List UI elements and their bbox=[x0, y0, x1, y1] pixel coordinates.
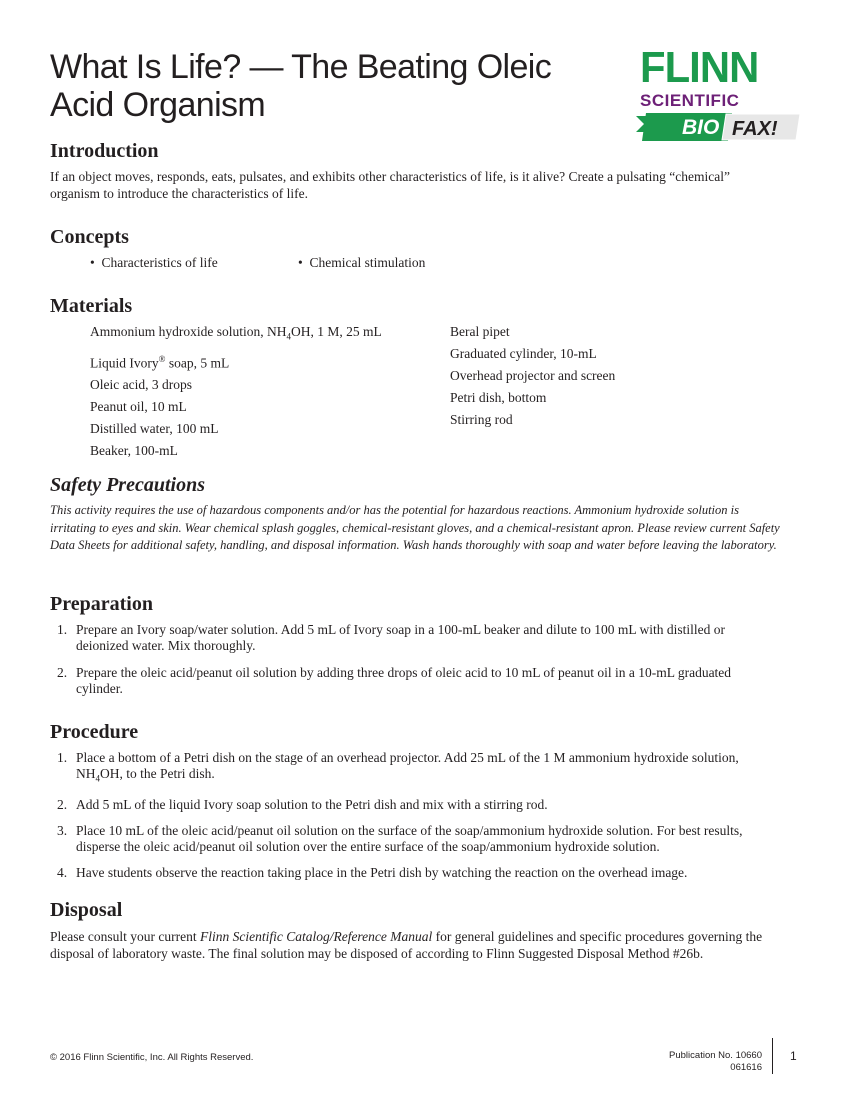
introduction-text: If an object moves, responds, eats, pulsates, and exhibits other characteristics of life, is it alive? Create a pulsating “chemical” organism to introduce the characteristics of life. bbox=[50, 169, 731, 201]
materials-right-list bbox=[450, 321, 750, 431]
concepts-heading: Concepts bbox=[50, 226, 129, 248]
safety-text: This activity requires the use of hazardous components and/or has the potential for hazardous reactions. Ammonium hydroxide solution is irritating to eyes and skin. Wear chemical splash goggles, chemical-resistant gloves, and a chemical-resistant apron. Please review current Safety Data Sheets for additional safety, handling, and disposal information. Wash hands thoroughly with soap and water before leaving the laboratory. bbox=[50, 503, 780, 552]
title-line-1: What Is Life? — The Beating Oleic bbox=[50, 48, 552, 86]
material-item: Oleic acid, 3 drops bbox=[90, 377, 192, 393]
material-item: Liquid Ivory® soap, 5 mL bbox=[90, 353, 230, 371]
logo-scientific-text: SCIENTIFIC bbox=[640, 91, 740, 110]
page-number: 1 bbox=[790, 1049, 797, 1063]
safety-heading: Safety Precautions bbox=[50, 474, 205, 496]
procedure-step: 4. Have students observe the reaction taking place in the Petri dish by watching the reaction on the overhead image. bbox=[57, 864, 688, 880]
material-item: Overhead projector and screen bbox=[450, 368, 616, 383]
publication-info bbox=[600, 1050, 762, 1074]
logo-bio-text: BIO bbox=[682, 116, 720, 139]
material-item: Peanut oil, 10 mL bbox=[90, 399, 187, 415]
procedure-heading: Procedure bbox=[50, 721, 139, 743]
preparation-list bbox=[50, 622, 780, 697]
preparation-step: 1. Prepare an Ivory soap/water solution. Add 5 mL of Ivory soap in a 100-mL beaker and dilute to 100 mL with distilled or deionized water. Mix thoroughly. bbox=[57, 622, 725, 653]
concept-item-text: Chemical stimulation bbox=[309, 255, 426, 270]
logo-fax-text: FAX! bbox=[732, 118, 778, 140]
copyright-notice: © 2016 Flinn Scientific, Inc. All Rights Reserved. bbox=[50, 1052, 254, 1063]
logo-flinn-text: FLINN bbox=[640, 43, 759, 92]
concept-item: • Chemical stimulation bbox=[298, 255, 426, 270]
introduction-heading: Introduction bbox=[50, 140, 159, 162]
title-line-2: Acid Organism bbox=[50, 86, 266, 124]
footer-divider bbox=[772, 1038, 773, 1074]
preparation-heading: Preparation bbox=[50, 593, 153, 615]
material-item: Beaker, 100-mL bbox=[90, 443, 178, 459]
flinn-bio-fax-logo bbox=[636, 43, 806, 150]
procedure-step: 2. Add 5 mL of the liquid Ivory soap solution to the Petri dish and mix with a stirring rod. bbox=[57, 796, 548, 812]
preparation-step: 2. Prepare the oleic acid/peanut oil solution by adding three drops of oleic acid to 10 mL of peanut oil in a 10-mL graduated cylinder. bbox=[57, 665, 732, 696]
publication-number: Publication No. 10660 bbox=[669, 1050, 762, 1061]
disposal-heading: Disposal bbox=[50, 899, 123, 921]
material-item: Stirring rod bbox=[450, 412, 513, 427]
concept-item-text: Characteristics of life bbox=[101, 255, 218, 270]
logo-banner-shape bbox=[636, 110, 806, 144]
material-item: Beral pipet bbox=[450, 324, 510, 339]
materials-left-list bbox=[90, 321, 450, 462]
materials-heading: Materials bbox=[50, 295, 133, 317]
material-item: Graduated cylinder, 10-mL bbox=[450, 346, 597, 361]
material-item: Ammonium hydroxide solution, $NH_4OH$, 1 M, 25 mL bbox=[90, 324, 382, 342]
disposal-text: Please consult your current Flinn Scientific Catalog/Reference Manual for general guidelines and specific procedures governing the disposal of laboratory waste. The final solution may be disposed of according to Flinn Suggested Disposal Method #26b. bbox=[50, 929, 763, 961]
material-item: Petri dish, bottom bbox=[450, 390, 547, 405]
concept-item: • Characteristics of life bbox=[90, 255, 218, 270]
procedure-list bbox=[50, 750, 780, 881]
procedure-step: 1. Place a bottom of a Petri dish on the stage of an overhead projector. Add 25 mL of the 1 M ammonium hydroxide solution, $NH_4OH$, to the Petri dish. bbox=[57, 750, 739, 784]
publication-code: 061616 bbox=[730, 1062, 762, 1073]
page-title bbox=[50, 48, 630, 124]
material-item: Distilled water, 100 mL bbox=[90, 421, 219, 437]
procedure-step: 3. Place 10 mL of the oleic acid/peanut oil solution on the surface of the soap/ammonium hydroxide solution. For best results, disperse the oleic acid/peanut oil solution over the entire surface of the soap/ammonium hydroxide solution. bbox=[57, 822, 743, 854]
